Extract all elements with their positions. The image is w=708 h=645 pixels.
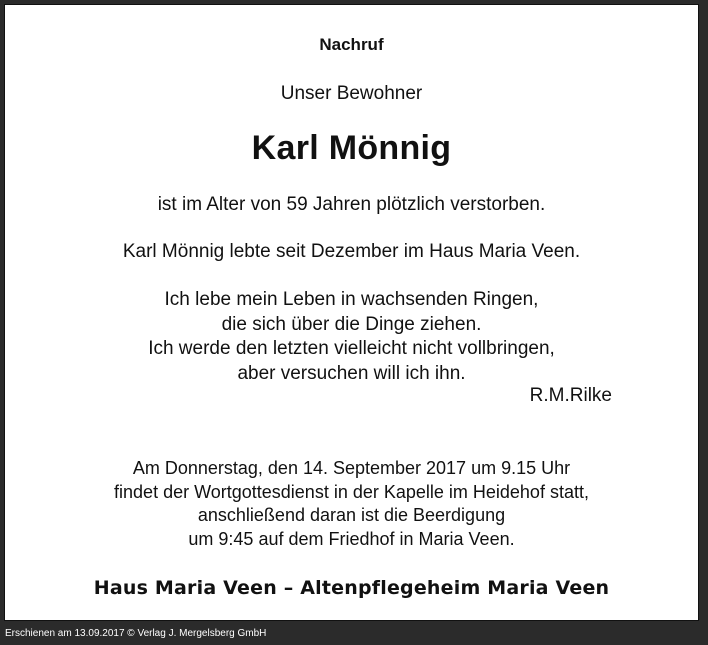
poem-line: aber versuchen will ich ihn. <box>237 362 466 384</box>
poem-line: Ich lebe mein Leben in wachsenden Ringen, <box>164 289 539 310</box>
obituary-notice <box>4 4 699 621</box>
deceased-name: Karl Mönnig <box>251 129 452 167</box>
service-details <box>5 457 698 551</box>
notice-heading: Nachruf <box>319 35 384 54</box>
residence-line: Karl Mönnig lebte seit Dezember im Haus Maria Veen. <box>122 241 581 262</box>
age-line: ist im Alter von 59 Jahren plötzlich verstorben. <box>157 194 546 215</box>
sender-signature: Haus Maria Veen – Altenpflegeheim Maria Veen <box>93 577 610 599</box>
poem-author: R.M.Rilke <box>529 385 612 406</box>
service-line: Am Donnerstag, den 14. September 2017 um 9.15 Uhr <box>132 458 571 478</box>
poem <box>5 288 698 386</box>
service-line: um 9:45 auf dem Friedhof in Maria Veen. <box>188 528 515 549</box>
poem-line: die sich über die Dinge ziehen. <box>221 313 482 335</box>
poem-line: Ich werde den letzten vielleicht nicht vollbringen, <box>148 338 555 359</box>
service-line: anschließend daran ist die Beerdigung <box>197 505 506 525</box>
intro-text: Unser Bewohner <box>280 83 423 104</box>
publication-footer: Erschienen am 13.09.2017 © Verlag J. Mergelsberg GmbH <box>5 628 267 639</box>
service-line: findet der Wortgottesdienst in der Kapelle im Heidehof statt, <box>114 481 589 502</box>
